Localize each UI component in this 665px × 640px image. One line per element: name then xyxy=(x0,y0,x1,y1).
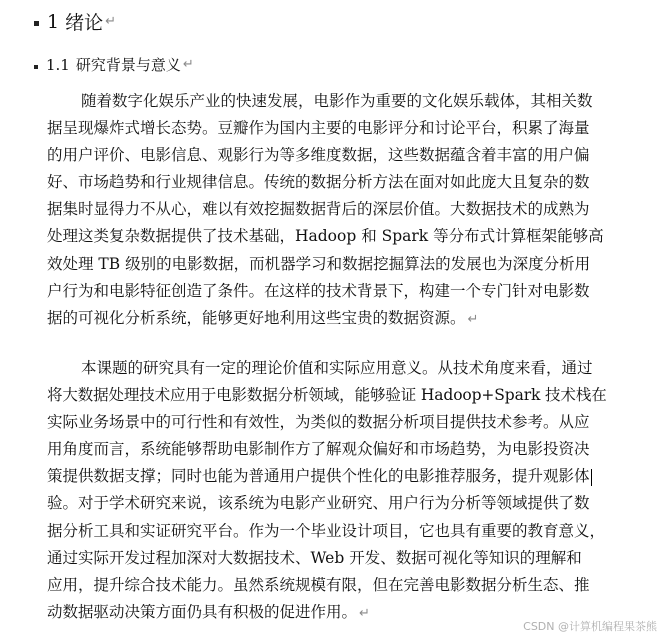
heading1-number: 1 xyxy=(47,10,60,33)
text-line: 将大数据处理技术应用于电影数据分析领域，能够验证 Hadoop+Spark 技术栈在 xyxy=(47,386,607,405)
text-line: 随着数字化娱乐产业的快速发展，电影作为重要的文化娱乐载体，其相关数 xyxy=(81,92,593,110)
heading1-title: 绪论 xyxy=(65,12,104,34)
text-line-last xyxy=(47,305,607,332)
return-mark-icon: ↵ xyxy=(105,14,117,29)
text-line: 本课题的研究具有一定的理论价值和实际应用意义。从技术角度来看，通过 xyxy=(81,359,593,377)
body-paragraph-2[interactable] xyxy=(47,355,607,626)
text-line: 据呈现爆炸式增长态势。豆瓣作为国内主要的电影评分和讨论平台，积累了海量 xyxy=(47,119,590,138)
text-line: 的用户评价、电影信息、观影行为等多维度数据，这些数据蕴含着丰富的用户偏 xyxy=(47,146,590,165)
text-line-content: 动数据驱动决策方面仍具有积极的促进作用。 xyxy=(47,602,358,621)
heading2-number: 1.1 xyxy=(46,55,70,74)
text-line: 用角度而言，系统能够帮助电影制作方了解观众偏好和市场趋势，为电影投资决 xyxy=(47,440,590,459)
source-watermark: CSDN @计算机编程果茶熊 xyxy=(523,620,657,633)
text-line: 据分析工具和实证研究平台。作为一个毕业设计项目，它也具有重要的教育意义， xyxy=(47,521,606,540)
text-line: 处理这类复杂数据提供了技术基础，Hadoop 和 Spark 等分布式计算框架能够高 xyxy=(47,227,604,246)
text-line: 户行为和电影特征创造了条件。在这样的技术背景下，构建一个专门针对电影数 xyxy=(47,281,590,300)
heading2-title: 研究背景与意义 xyxy=(75,56,181,74)
text-line: 验。对于学术研究来说，该系统为电影产业研究、用户行为分析等领域提供了数 xyxy=(47,494,590,513)
text-line: 应用，提升综合技术能力。虽然系统规模有限，但在完善电影数据分析生态、推 xyxy=(47,575,590,594)
text-line: 通过实际开发过程加深对大数据技术、Web 开发、数据可视化等知识的理解和 xyxy=(47,548,582,567)
heading-level1 xyxy=(34,8,116,35)
text-line-content: 据的可视化分析系统，能够更好地利用这些宝贵的数据资源。 xyxy=(47,308,466,327)
heading-level2 xyxy=(34,54,194,75)
body-paragraph-1[interactable] xyxy=(47,88,607,332)
text-line-content: 策提供数据支撑；同时也能为普通用户提供个性化的电影推荐服务，提升观影体 xyxy=(47,467,590,486)
paragraph-mark-bullet xyxy=(34,65,38,69)
return-mark-icon: ↵ xyxy=(467,311,479,327)
text-line: 效处理 TB 级别的电影数据，而机器学习和数据挖掘算法的发展也为深度分析用 xyxy=(47,254,591,273)
return-mark-icon: ↵ xyxy=(359,605,370,621)
text-line: 实际业务场景中的可行性和有效性，为类似的数据分析项目提供技术参考。从应 xyxy=(47,413,590,432)
text-line: 据集时显得力不从心，难以有效挖掘数据背后的深层价值。大数据技术的成熟为 xyxy=(47,200,590,219)
text-line-with-cursor xyxy=(47,463,607,490)
text-cursor xyxy=(591,469,592,486)
paragraph-mark-bullet xyxy=(34,21,39,26)
return-mark-icon: ↵ xyxy=(182,57,194,72)
text-line: 好、市场趋势和行业规律信息。传统的数据分析方法在面对如此庞大且复杂的数 xyxy=(47,173,590,192)
